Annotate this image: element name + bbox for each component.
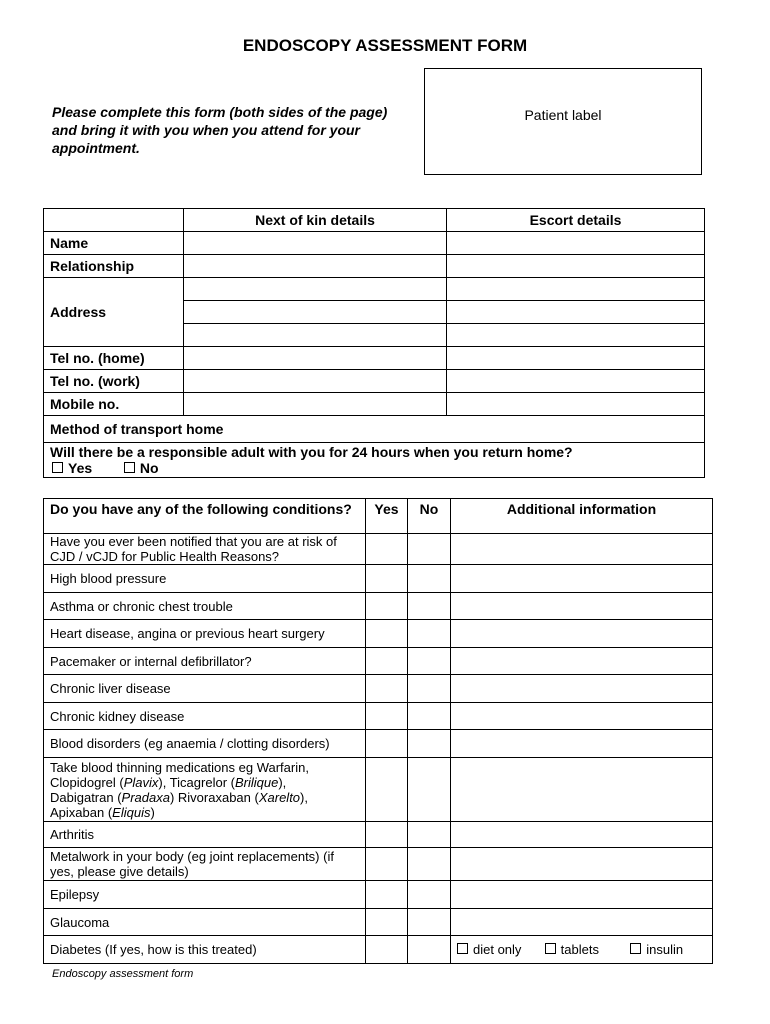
condition-label: Pacemaker or internal defibrillator? bbox=[44, 648, 366, 675]
condition-no-cell[interactable] bbox=[408, 648, 451, 675]
tablets-checkbox[interactable] bbox=[545, 943, 556, 954]
escort-address-line-2[interactable] bbox=[447, 301, 705, 324]
condition-info-cell[interactable] bbox=[451, 758, 713, 822]
diet-only-checkbox[interactable] bbox=[457, 943, 468, 954]
condition-label: Chronic liver disease bbox=[44, 675, 366, 703]
kin-tel-work-field[interactable] bbox=[184, 370, 447, 393]
condition-label: Blood disorders (eg anaemia / clotting disorders) bbox=[44, 730, 366, 758]
diet-only-label: diet only bbox=[473, 942, 522, 957]
escort-header: Escort details bbox=[447, 209, 705, 232]
condition-no-cell[interactable] bbox=[408, 593, 451, 620]
escort-tel-home-field[interactable] bbox=[447, 347, 705, 370]
condition-label: Arthritis bbox=[44, 822, 366, 848]
diabetes-treatment-cell bbox=[451, 936, 713, 964]
condition-info-cell[interactable] bbox=[451, 534, 713, 565]
responsible-adult-question: Will there be a responsible adult with you for 24 hours when you return home? bbox=[50, 444, 573, 460]
condition-info-cell[interactable] bbox=[451, 909, 713, 936]
condition-yes-cell[interactable] bbox=[366, 730, 408, 758]
condition-yes-cell[interactable] bbox=[366, 703, 408, 730]
corner-cell bbox=[44, 209, 184, 232]
no-column-header: No bbox=[408, 499, 451, 534]
blood-thinners-line-2: Clopidogrel (Plavix), Ticagrelor (Brilique), bbox=[50, 774, 287, 790]
page-title: ENDOSCOPY ASSESSMENT FORM bbox=[242, 36, 528, 55]
condition-info-cell[interactable] bbox=[451, 565, 713, 593]
condition-info-cell[interactable] bbox=[451, 593, 713, 620]
condition-no-cell[interactable] bbox=[408, 822, 451, 848]
condition-label: Diabetes (If yes, how is this treated) bbox=[44, 936, 366, 964]
condition-no-cell[interactable] bbox=[408, 881, 451, 909]
condition-info-cell[interactable] bbox=[451, 675, 713, 703]
condition-yes-cell[interactable] bbox=[366, 593, 408, 620]
kin-relationship-field[interactable] bbox=[184, 255, 447, 278]
yes-column-header: Yes bbox=[366, 499, 408, 534]
no-checkbox[interactable] bbox=[124, 462, 135, 473]
condition-no-cell[interactable] bbox=[408, 675, 451, 703]
condition-yes-cell[interactable] bbox=[366, 848, 408, 881]
condition-yes-cell[interactable] bbox=[366, 534, 408, 565]
condition-info-cell[interactable] bbox=[451, 703, 713, 730]
address-label: Address bbox=[44, 278, 184, 347]
footer-text: Endoscopy assessment form bbox=[52, 968, 194, 980]
kin-address-line-2[interactable] bbox=[184, 301, 447, 324]
kin-address-line-3[interactable] bbox=[184, 324, 447, 347]
condition-yes-cell[interactable] bbox=[366, 822, 408, 848]
instructions-text: Please complete this form (both sides of the page) and bring it with you when you attend for your appointment. bbox=[52, 104, 388, 156]
condition-no-cell[interactable] bbox=[408, 730, 451, 758]
condition-no-cell[interactable] bbox=[408, 909, 451, 936]
insulin-label: insulin bbox=[646, 942, 684, 957]
condition-yes-cell[interactable] bbox=[366, 936, 408, 964]
tel-work-label: Tel no. (work) bbox=[44, 370, 184, 393]
escort-name-field[interactable] bbox=[447, 232, 705, 255]
condition-no-cell[interactable] bbox=[408, 620, 451, 648]
condition-no-cell[interactable] bbox=[408, 565, 451, 593]
blood-thinners-line-1: Take blood thinning medications eg Warfarin, bbox=[50, 759, 309, 775]
responsible-adult-row bbox=[44, 443, 705, 478]
condition-info-cell[interactable] bbox=[451, 848, 713, 881]
no-label: No bbox=[139, 460, 159, 476]
kin-mobile-field[interactable] bbox=[184, 393, 447, 416]
kin-name-field[interactable] bbox=[184, 232, 447, 255]
condition-label: Glaucoma bbox=[44, 909, 366, 936]
condition-yes-cell[interactable] bbox=[366, 909, 408, 936]
condition-yes-cell[interactable] bbox=[366, 758, 408, 822]
relationship-label: Relationship bbox=[44, 255, 184, 278]
condition-label: Asthma or chronic chest trouble bbox=[44, 593, 366, 620]
condition-yes-cell[interactable] bbox=[366, 648, 408, 675]
patient-label-box bbox=[424, 68, 702, 175]
escort-address-line-1[interactable] bbox=[447, 278, 705, 301]
additional-info-header: Additional information bbox=[451, 499, 713, 534]
condition-no-cell[interactable] bbox=[408, 758, 451, 822]
tel-home-label: Tel no. (home) bbox=[44, 347, 184, 370]
condition-no-cell[interactable] bbox=[408, 848, 451, 881]
condition-label: Metalwork in your body (eg joint replacements) (if yes, please give details) bbox=[44, 848, 366, 881]
next-of-kin-header: Next of kin details bbox=[184, 209, 447, 232]
patient-label-text: Patient label bbox=[524, 107, 602, 123]
blood-thinners-line-3: Dabigatran (Pradaxa) Rivoraxaban (Xarelto), bbox=[50, 789, 308, 805]
conditions-question-header: Do you have any of the following conditions? bbox=[44, 499, 366, 534]
mobile-label: Mobile no. bbox=[44, 393, 184, 416]
conditions-table bbox=[43, 498, 713, 964]
escort-mobile-field[interactable] bbox=[447, 393, 705, 416]
condition-yes-cell[interactable] bbox=[366, 675, 408, 703]
condition-label: Epilepsy bbox=[44, 881, 366, 909]
blood-thinners-label bbox=[44, 758, 366, 822]
condition-label: Chronic kidney disease bbox=[44, 703, 366, 730]
blood-thinners-line-4: Apixaban (Eliquis) bbox=[50, 804, 155, 820]
yes-checkbox[interactable] bbox=[52, 462, 63, 473]
condition-yes-cell[interactable] bbox=[366, 620, 408, 648]
condition-info-cell[interactable] bbox=[451, 620, 713, 648]
contact-details-table bbox=[43, 208, 705, 478]
condition-no-cell[interactable] bbox=[408, 936, 451, 964]
yes-label: Yes bbox=[68, 460, 93, 476]
condition-yes-cell[interactable] bbox=[366, 565, 408, 593]
escort-tel-work-field[interactable] bbox=[447, 370, 705, 393]
condition-no-cell[interactable] bbox=[408, 703, 451, 730]
kin-tel-home-field[interactable] bbox=[184, 347, 447, 370]
transport-label: Method of transport home bbox=[44, 416, 705, 443]
condition-yes-cell[interactable] bbox=[366, 881, 408, 909]
name-label: Name bbox=[44, 232, 184, 255]
condition-info-cell[interactable] bbox=[451, 822, 713, 848]
condition-label: Have you ever been notified that you are at risk of CJD / vCJD for Public Health Reasons? bbox=[44, 534, 366, 565]
escort-relationship-field[interactable] bbox=[447, 255, 705, 278]
condition-no-cell[interactable] bbox=[408, 534, 451, 565]
condition-info-cell[interactable] bbox=[451, 730, 713, 758]
escort-address-line-3[interactable] bbox=[447, 324, 705, 347]
tablets-label: tablets bbox=[560, 942, 599, 957]
condition-info-cell[interactable] bbox=[451, 881, 713, 909]
insulin-checkbox[interactable] bbox=[630, 943, 641, 954]
kin-address-line-1[interactable] bbox=[184, 278, 447, 301]
condition-label: Heart disease, angina or previous heart surgery bbox=[44, 620, 366, 648]
condition-info-cell[interactable] bbox=[451, 648, 713, 675]
condition-label: High blood pressure bbox=[44, 565, 366, 593]
